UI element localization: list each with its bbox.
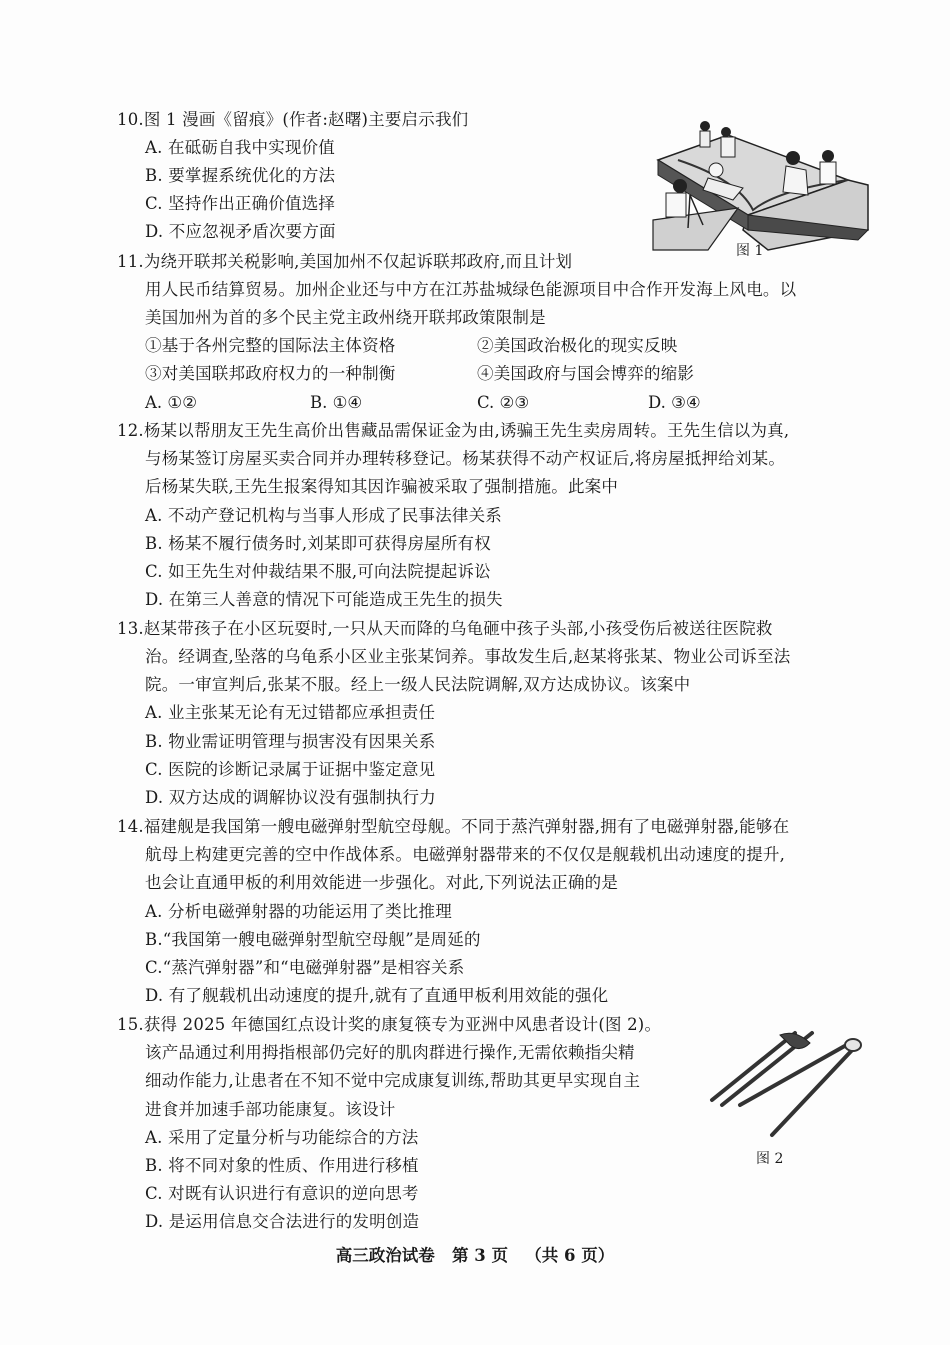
question-12-option-d[interactable]: D. 在第三人善意的情况下可能造成王先生的损失 (145, 590, 503, 609)
question-11-option-a[interactable]: A. ①② (145, 393, 197, 412)
rehab-chopsticks-icon (700, 1025, 890, 1150)
figure-2-chopsticks (700, 1025, 890, 1175)
question-15-option-a[interactable]: A. 采用了定量分析与功能综合的方法 (145, 1128, 419, 1147)
question-15-stem-line-3: 细动作能力,让患者在不知不觉中完成康复训练,帮助其更早实现自主 (145, 1071, 641, 1090)
question-12-option-b[interactable]: B. 杨某不履行债务时,刘某即可获得房屋所有权 (145, 534, 491, 553)
question-13-option-d[interactable]: D. 双方达成的调解协议没有强制执行力 (145, 788, 436, 807)
question-11-statement-4: ④美国政府与国会博弈的缩影 (477, 364, 695, 383)
question-14-option-a[interactable]: A. 分析电磁弹射器的功能运用了类比推理 (145, 902, 452, 921)
question-12-stem-line-1: 12.杨某以帮朋友王先生高价出售藏品需保证金为由,诱骗王先生卖房周转。王先生信以为真, (117, 421, 790, 440)
question-13-stem-line-1: 13.赵某带孩子在小区玩耍时,一只从天而降的乌龟砸中孩子头部,小孩受伤后被送往医院救 (117, 619, 773, 638)
question-15-option-c[interactable]: C. 对既有认识进行有意识的逆向思考 (145, 1184, 419, 1203)
question-13-stem-line-3: 院。一审宣判后,张某不服。经上一级人民法院调解,双方达成协议。该案中 (145, 675, 691, 694)
question-15-stem-line-4: 进食并加速手部功能康复。该设计 (145, 1100, 396, 1119)
question-11-statement-2: ②美国政治极化的现实反映 (477, 336, 678, 355)
question-15-option-d[interactable]: D. 是运用信息交合法进行的发明创造 (145, 1212, 420, 1231)
question-15-stem-line-2: 该产品通过利用拇指根部仍完好的肌肉群进行操作,无需依赖指尖精 (145, 1043, 635, 1062)
question-11-option-d[interactable]: D. ③④ (648, 393, 701, 412)
question-14-option-c[interactable]: C.“蒸汽弹射器”和“电磁弹射器”是相容关系 (145, 958, 465, 977)
figure-2-caption: 图 2 (756, 1151, 784, 1167)
question-14-stem-line-2: 航母上构建更完善的空中作战体系。电磁弹射器带来的不仅仅是舰载机出动速度的提升, (145, 845, 786, 864)
question-14-option-b[interactable]: B.“我国第一艘电磁弹射型航空母舰”是周延的 (145, 930, 481, 949)
question-15-option-b[interactable]: B. 将不同对象的性质、作用进行移植 (145, 1156, 419, 1175)
question-15-stem-line-1: 15.获得 2025 年德国红点设计奖的康复筷专为亚洲中风患者设计(图 2)。 (117, 1015, 662, 1034)
question-14-option-d[interactable]: D. 有了舰载机出动速度的提升,就有了直通甲板利用效能的强化 (145, 986, 609, 1005)
question-13-option-c[interactable]: C. 医院的诊断记录属于证据中鉴定意见 (145, 760, 436, 779)
question-11-option-c[interactable]: C. ②③ (477, 393, 530, 412)
cartoon-photographers-cliff-icon (648, 100, 880, 258)
question-10-option-c[interactable]: C. 坚持作出正确价值选择 (145, 194, 336, 213)
question-12-option-a[interactable]: A. 不动产登记机构与当事人形成了民事法律关系 (145, 506, 503, 525)
question-13-stem-line-2: 治。经调查,坠落的乌龟系小区业主张某饲养。事故发生后,赵某将张某、物业公司诉至法 (145, 647, 791, 666)
question-11-statement-1: ①基于各州完整的国际法主体资格 (145, 336, 396, 355)
figure-1-cartoon (648, 100, 880, 258)
question-12-option-c[interactable]: C. 如王先生对仲裁结果不服,可向法院提起诉讼 (145, 562, 491, 581)
question-12-stem-line-3: 后杨某失联,王先生报案得知其因诈骗被采取了强制措施。此案中 (145, 477, 619, 496)
question-14-stem-line-3: 也会让直通甲板的利用效能进一步强化。对此,下列说法正确的是 (145, 873, 619, 892)
question-10-stem: 10.图 1 漫画《留痕》(作者:赵曙)主要启示我们 (117, 110, 469, 129)
question-13-option-b[interactable]: B. 物业需证明管理与损害没有因果关系 (145, 732, 436, 751)
question-10-option-a[interactable]: A. 在砥砺自我中实现价值 (145, 138, 336, 157)
question-13-option-a[interactable]: A. 业主张某无论有无过错都应承担责任 (145, 703, 436, 722)
question-11-stem-line-1: 11.为绕开联邦关税影响,美国加州不仅起诉联邦政府,而且计划 (117, 252, 573, 271)
question-12-stem-line-2: 与杨某签订房屋买卖合同并办理转移登记。杨某获得不动产权证后,将房屋抵押给刘某。 (145, 449, 786, 468)
question-11-stem-line-2: 用人民币结算贸易。加州企业还与中方在江苏盐城绿色能源项目中合作开发海上风电。以 (145, 280, 797, 299)
question-10-option-b[interactable]: B. 要掌握系统优化的方法 (145, 166, 336, 185)
question-10-option-d[interactable]: D. 不应忽视矛盾次要方面 (145, 222, 336, 241)
question-14-stem-line-1: 14.福建舰是我国第一艘电磁弹射型航空母舰。不同于蒸汽弹射器,拥有了电磁弹射器,能够在 (117, 817, 790, 836)
question-11-stem-line-3: 美国加州为首的多个民主党主政州绕开联邦政策限制是 (145, 308, 546, 327)
question-11-option-b[interactable]: B. ①④ (310, 393, 363, 412)
page-footer: 高三政治试卷 第 3 页 （共 6 页） (335, 1246, 615, 1265)
figure-1-caption: 图 1 (736, 243, 764, 259)
question-11-statement-3: ③对美国联邦政府权力的一种制衡 (145, 364, 396, 383)
